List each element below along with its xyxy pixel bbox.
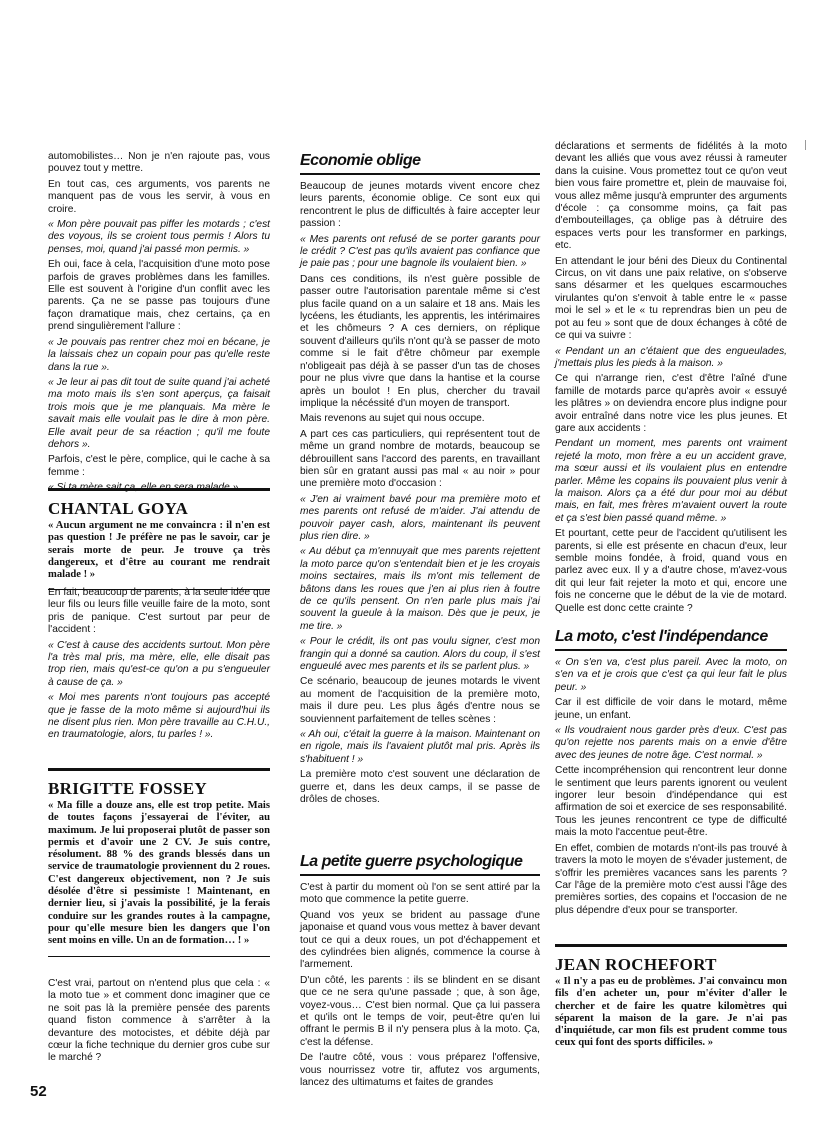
col3-section2-text (555, 657, 787, 917)
body-paragraph: Dans ces conditions, ils n'est guère possible de passer outre l'autorisation parentale même si c'est plus facile quand on a un salaire et 18 ans. Mais les lycéens, les étudiants, les apprentis, les intérimaires et les chômeurs ? A ces derniers, on réplique souvent d'ailleurs qu'ils n'ont qu'à se passer de moto comme si le fait d'être chômeur par exemple n'obligeait pas déjà à se passer d'un tas de choses pour ne plus vivre que dans la hantise et la course après un boulot ! En plus, chercher du travail implique la nécéssité d'un moyen de transport. (300, 273, 540, 409)
column-3-lower (555, 628, 787, 920)
interview-quote: « Il n'y a pas eu de problèmes. J'ai convaincu mon fils d'en acheter un, pour m'éviter d'aller le chercher et de faire les quatre kilomètres qui séparent la maison de la gare. Je n'ai pas d'inquiétude, car mon fils est prudent comme tous ceux qui font des sports difficiles. » (555, 976, 787, 1049)
column-3 (555, 141, 787, 618)
col2-section2-text (300, 882, 540, 1090)
quote-paragraph: « J'en ai vraiment bavé pour ma première moto et mes parents ont refusé de m'aider. J'ai attendu de pouvoir payer cash, alors, maintenant ils peuvent plus rien dire. » (300, 493, 540, 542)
column-1 (48, 151, 270, 498)
column-divider (805, 140, 806, 150)
body-paragraph: De l'autre côté, vous : vous préparez l'offensive, vous nourrissez votre tir, affutez vos arguments, lancez des ultimatums et faites de grandes (300, 1052, 540, 1089)
body-paragraph: A part ces cas particuliers, qui représentent tout de même un grand nombre de motards, beaucoup se débrouillent sans l'accord des parents, en travaillant bien sûr en gratant aussi pas mal « au noir » pour une première moto d'occasion : (300, 428, 540, 490)
body-paragraph: déclarations et serments de fidélités à la moto devant les alliés que vous avez réussi à rameuter dans la cuisine. Vous promettez tout ce qu'on veut bien vous faire promettre et, plein de mauvaise foi, vous allez même jusqu'à emprunter des arguments d'école : ça consomme moins, ça fait pas d'embouteillages, ça oblige pas à détruire des espaces verts pour les transformer en parkings, etc. (555, 141, 787, 252)
column-1-bottom (48, 978, 270, 1068)
body-paragraph: Car il est difficile de voir dans le motard, même jeune, un enfant. (555, 697, 787, 721)
quote-paragraph: « Moi mes parents n'ont toujours pas accepté que je fasse de la moto même si aujourd'hui ils ne disent plus rien. Mon père travaille au C.H.U., en traumatologie, alors, tu parles ! ». (48, 692, 270, 741)
quote-paragraph: « Je pouvais pas rentrer chez moi en bécane, je la laissais chez un copain pour pas qu'elle reste dans la rue ». (48, 336, 270, 373)
quote-paragraph: « Ils voudraient nous garder près d'eux. C'est pas qu'on rejette nos parents mais on a envie d'être avec des jeunes de notre âge. C'est normal. » (555, 725, 787, 761)
quote-paragraph: « C'est à cause des accidents surtout. Mon père l'a très mal pris, ma mère, elle, elle disait pas trop rien, mais qu'est-ce qu'on a pu s'engueuler à cause de ça. » (48, 639, 270, 688)
quote-paragraph: « On s'en va, c'est plus pareil. Avec la moto, on s'en va et je crois que c'est ça qui leur fait le plus peur. » (555, 657, 787, 693)
body-paragraph: En fait, beaucoup de parents, à la seule idée que leur fils ou leurs fille veuille faire de la moto, sont pris de panique. C'est surtout par peur de l'accident : (48, 587, 270, 636)
box-rule (48, 956, 270, 957)
body-paragraph: Ce scénario, beaucoup de jeunes motards le vivent au moment de l'acquisition de la première moto, mais il dure peu. Les plus âgés d'entre nous se souviennent parfaitement de telles scènes : (300, 676, 540, 725)
body-paragraph: Ce qui n'arrange rien, c'est d'être l'aîné d'une famille de motards parce qu'après avoir « essuyé les plâtres » on deviendra encore plus indigne pour avoir entraîné dans notre vice les plus jeunes. Et gare aux accidents : (555, 373, 787, 434)
body-paragraph: La première moto c'est souvent une déclaration de guerre et, dans les deux camps, il se passe de drôles de choses. (300, 769, 540, 806)
col1-mid-text (48, 587, 270, 742)
body-paragraph: En tout cas, ces arguments, vos parents ne manquent pas de vous les servir, à vous en croire. (48, 178, 270, 215)
section-heading: La petite guerre psychologique (300, 853, 540, 876)
quote-paragraph: « Pendant un an c'étaient que des engueulades, j'mettais plus les pieds à la maison. » (555, 345, 787, 369)
body-paragraph: En attendant le jour béni des Dieux du Continental Circus, on vit dans une paix relative, on s'observe sans désarmer et les quelques escarmouches virulantes qu'on s'envoit à table entre le « passe moi le sel » et le « tu reprendras bien un peu de pot au feu » sont que de doux échanges à côté de ce qui va suivre : (555, 255, 787, 342)
quote-paragraph: « Je leur ai pas dit tout de suite quand j'ai acheté ma moto mais ils s'en sont aperçus, ça faisait trois mois que je me planquais. Ma mère le savait mais elle voulait pas le dire à mon père. Elle avait peur de sa réaction ; qu'il me foute dehors ». (48, 376, 270, 450)
quote-paragraph: « Ah oui, c'était la guerre à la maison. Maintenant on en rigole, mais ils l'avaient plutôt mal pris. Après ils s'habituent ! » (300, 729, 540, 765)
body-paragraph: Quand vos yeux se brident au passage d'une japonaise et quand vous vous mettez à baver devant tout ce qui a deux roues, un pot d'échappement et des cylindrées bien alignés, commence la course à l'armement. (300, 909, 540, 971)
body-paragraph: Eh oui, face à cela, l'acquisition d'une moto pose parfois de graves problèmes dans les familles. Elle est souvent à l'origine d'un conflit avec les parents. Ça ne se passe pas toujours d'une façon dramatique mais, chez certains, ça en prend singulièrement l'allure : (48, 259, 270, 333)
page-number: 52 (30, 1083, 47, 1100)
interview-quote: « Aucun argument ne me convaincra : il n'en est pas question ! Je préfère ne pas le savoir, car je serais morte de peur. Je trouve ça très dangereux, et d'être au courant me rendrait malade ! » (48, 520, 270, 581)
col1-bottom-text (48, 978, 270, 1065)
body-paragraph: Cette incompréhension qui rencontrent leur donne le sentiment que leurs parents ignorent ou veulent ingorer leur besoin d'indépendance qui est affirmation de soi et exercice de ses responsabilité. Tous les jeunes rencontrent ce type de difficulté mais la moto l'accentue peut-être. (555, 765, 787, 839)
body-paragraph: C'est à partir du moment où l'on se sent attiré par la moto que commence la petite guerre. (300, 882, 540, 906)
interview-box-brigitte-fossey (48, 768, 270, 957)
quote-paragraph: « Mes parents ont refusé de se porter garants pour le crédit ? C'est pas qu'ils avaient pas confiance que je paie pas ; pour une bagnole ils voulaient bien. » (300, 233, 540, 270)
quote-paragraph: « Si ta mère sait ça, elle en sera malade ». (48, 482, 242, 494)
interview-box-chantal-goya (48, 488, 270, 590)
column-1-middle (48, 587, 270, 745)
quote-paragraph: « Au début ça m'ennuyait que mes parents rejettent la moto parce qu'on s'entendait bien et je les croyais moins sectaires, mais ils m'ont mis tellement de bâtons dans les roues que j'en ai plus rien à foutre de ce qu'ils pensent. On n'en parle plus mais j'ai souvent la gueule à la maison. Dès que je peux, je me tire. » (300, 546, 540, 632)
body-paragraph: Beaucoup de jeunes motards vivent encore chez leurs parents, économie oblige. Ce sont eux qui rencontrent le plus de difficultés à faire accepter leur passion : (300, 181, 540, 230)
col1-top-text (48, 151, 270, 495)
section-heading: La moto, c'est l'indépendance (555, 628, 787, 651)
section-heading: Economie oblige (300, 152, 540, 175)
quote-paragraph: Pendant un moment, mes parents ont vraiment rejeté la moto, mon frère a eu un accident grave, ma sœur aussi et ils voulaient plus en entendre parler. Même les copains ils pouvaient plus venir à la maison. Alors ça a été dur pour moi au début mais, en fait, mes frères m'avaient ouvert la route et ça s'est bien passé quand même. » (555, 438, 787, 524)
body-paragraph: Et pourtant, cette peur de l'accident qu'utilisent les parents, si elle est présente en chacun d'eux, leur semble moins fondée, à froid, quand vous en parlez avec eux. Il y a d'autre chose, m'avez-vous dit qui leur fait rejeter la moto et qui, encore une fois ne concerne que le début de la vie de motard. Quelle est donc cette crainte ? (555, 528, 787, 614)
interviewee-name: JEAN ROCHEFORT (555, 955, 717, 974)
quote-paragraph: « Mon père pouvait pas piffer les motards ; c'est des voyous, ils se croient tous permis ! Alors tu penses, moi, quand j'ai passé mon permis. » (48, 219, 270, 255)
quote-paragraph: « Pour le crédit, ils ont pas voulu signer, c'est mon frangin qui a donné sa caution. Alors du coup, il s'est engueulé avec mes parents et ils se parlent plus. » (300, 636, 540, 673)
column-2 (300, 152, 540, 810)
body-paragraph: Mais revenons au sujet qui nous occupe. (300, 413, 485, 425)
interviewee-name: CHANTAL GOYA (48, 499, 189, 518)
column-2-lower (300, 853, 540, 1093)
body-paragraph: C'est vrai, partout on n'entend plus que cela : « la moto tue » et comment donc imaginer que ce ne soit pas là la première pensée des parents quand fiston commence à s'arrêter à la devanture des motocistes, et débite déjà par cœur la fiche technique du dernier gros cube sur le marché ? (48, 978, 270, 1064)
body-paragraph: D'un côté, les parents : ils se blindent en se disant que ce ne sera qu'une passade ; que, à son âge, voyez-vous… C'est bien normal. Que ça lui passera et qu'ils ont le temps de voir, peut-être qu'en lui offrant le permis B il n'y pensera plus à la moto. Ça, c'est la défense. (300, 974, 540, 1048)
body-paragraph: Parfois, c'est le père, complice, qui le cache à sa femme : (48, 454, 270, 478)
body-paragraph: En effet, combien de motards n'ont-ils pas trouvé à travers la moto le moyen de s'évader justement, de s'offrir les premières vacances sans les parents ? Car l'âge de la première moto c'est aussi l'âge des premières sorties, des copains et l'occasion de ne plus dépendre d'eux pour se transporter. (555, 842, 787, 916)
col3-section1-text (555, 141, 787, 615)
interview-box-jean-rochefort (555, 944, 787, 1050)
body-paragraph: automobilistes… Non je n'en rajoute pas, vous pouvez tout y mettre. (48, 151, 270, 175)
col2-section1-text (300, 181, 540, 807)
interviewee-name: BRIGITTE FOSSEY (48, 779, 207, 798)
interview-quote: « Ma fille a douze ans, elle est trop petite. Mais de toutes façons j'essayerai de l'éviter, au maximum. Je lui proposerai plutôt de passer son permis et d'avoir une 2 CV. Je suis contre, résolument. 88 % des grands blessés dans un service de traumatologie proviennent du 2 roues. C'est dangereux objectivement, non ? Je suis désolée d'être si pessimiste ! Maintenant, en dernier lieu, si j'avais la possibilité, je la ferais conduire sur les grandes routes à la campagne, pour qu'elle mesure bien les dangers que l'on sent moins en ville. Un an de formation… ! » (48, 800, 270, 947)
